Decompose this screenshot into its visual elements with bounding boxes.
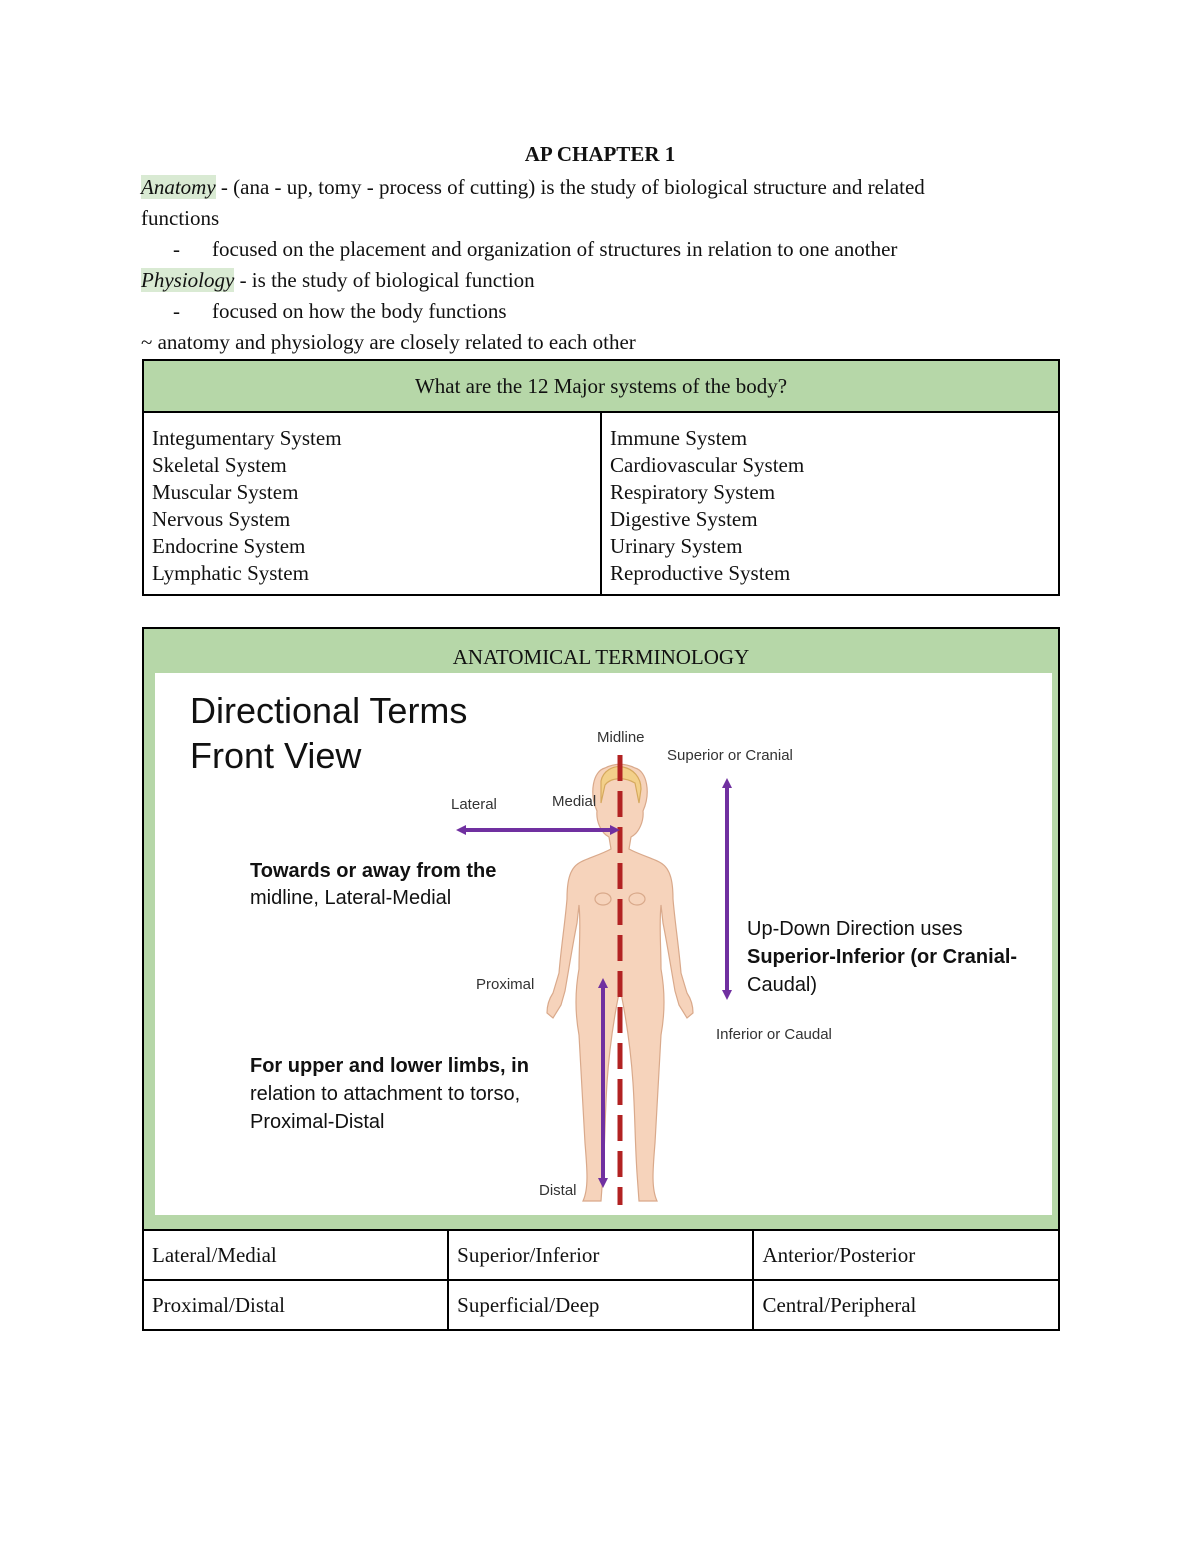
note-lateral-medial-1: Towards or away from the xyxy=(250,860,497,882)
page-title: AP CHAPTER 1 xyxy=(524,142,676,166)
note-limbs-1: For upper and lower limbs, in xyxy=(250,1055,529,1077)
terminology-header-cell xyxy=(143,628,1059,1230)
term-pair: Lateral/Medial xyxy=(143,1230,448,1280)
label-medial: Medial xyxy=(552,793,597,810)
directional-terms-figure xyxy=(155,673,1052,1215)
bullet-mark: - xyxy=(173,237,180,261)
note-updown-3: Caudal) xyxy=(747,974,818,996)
terms-row xyxy=(143,1280,1059,1330)
label-superior: Superior or Cranial xyxy=(667,747,793,764)
system-item: Cardiovascular System xyxy=(610,453,805,477)
system-item: Skeletal System xyxy=(152,453,287,477)
figure-title-line2: Front View xyxy=(190,735,362,776)
note-limbs-3: Proximal-Distal xyxy=(250,1111,385,1133)
term-pair: Central/Peripheral xyxy=(753,1280,1059,1330)
system-item: Lymphatic System xyxy=(152,561,309,585)
anatomy-def-text: - (ana - up, tomy - process of cutting) is the study of biological structure and related xyxy=(215,175,925,199)
system-item: Endocrine System xyxy=(152,534,306,558)
anatomy-term: Anatomy xyxy=(141,175,216,199)
physiology-bullet: focused on how the body functions xyxy=(212,299,507,323)
term-pair: Proximal/Distal xyxy=(143,1280,448,1330)
system-item: Muscular System xyxy=(152,480,299,504)
system-item: Nervous System xyxy=(152,507,291,531)
label-inferior: Inferior or Caudal xyxy=(716,1026,832,1043)
system-item: Digestive System xyxy=(610,507,758,531)
term-pair: Superior/Inferior xyxy=(448,1230,753,1280)
physiology-def-text: - is the study of biological function xyxy=(234,268,535,292)
relation-note: ~ anatomy and physiology are closely related to each other xyxy=(141,330,636,354)
system-item: Reproductive System xyxy=(610,561,791,585)
directional-terms-diagram xyxy=(155,673,1052,1215)
system-item: Immune System xyxy=(610,426,748,450)
systems-heading: What are the 12 Major systems of the body? xyxy=(143,360,1059,412)
systems-left-column xyxy=(143,412,601,595)
terms-row xyxy=(143,1230,1059,1280)
note-updown-1: Up-Down Direction uses xyxy=(747,918,963,940)
term-pair: Superficial/Deep xyxy=(448,1280,753,1330)
label-lateral: Lateral xyxy=(451,796,497,813)
system-item: Respiratory System xyxy=(610,480,776,504)
terminology-table xyxy=(142,627,1060,1331)
system-item: Integumentary System xyxy=(152,426,342,450)
systems-right-column xyxy=(601,412,1059,595)
term-pair: Anterior/Posterior xyxy=(753,1230,1059,1280)
label-midline: Midline xyxy=(597,729,645,746)
note-updown-2: Superior-Inferior (or Cranial- xyxy=(747,946,1018,968)
anatomy-bullet: focused on the placement and organization of structures in relation to one another xyxy=(212,237,898,261)
figure-title-line1: Directional Terms xyxy=(190,690,468,731)
terminology-heading: ANATOMICAL TERMINOLOGY xyxy=(452,645,750,669)
bullet-mark: - xyxy=(173,299,180,323)
system-item: Urinary System xyxy=(610,534,743,558)
systems-table xyxy=(142,359,1060,596)
anatomy-definition xyxy=(141,172,925,203)
physiology-definition xyxy=(141,265,535,296)
label-distal: Distal xyxy=(539,1182,577,1199)
physiology-term: Physiology xyxy=(141,268,235,292)
anatomy-def-cont: functions xyxy=(141,206,220,230)
label-proximal: Proximal xyxy=(476,976,535,993)
note-lateral-medial-2: midline, Lateral-Medial xyxy=(250,887,452,909)
note-limbs-2: relation to attachment to torso, xyxy=(250,1083,521,1105)
